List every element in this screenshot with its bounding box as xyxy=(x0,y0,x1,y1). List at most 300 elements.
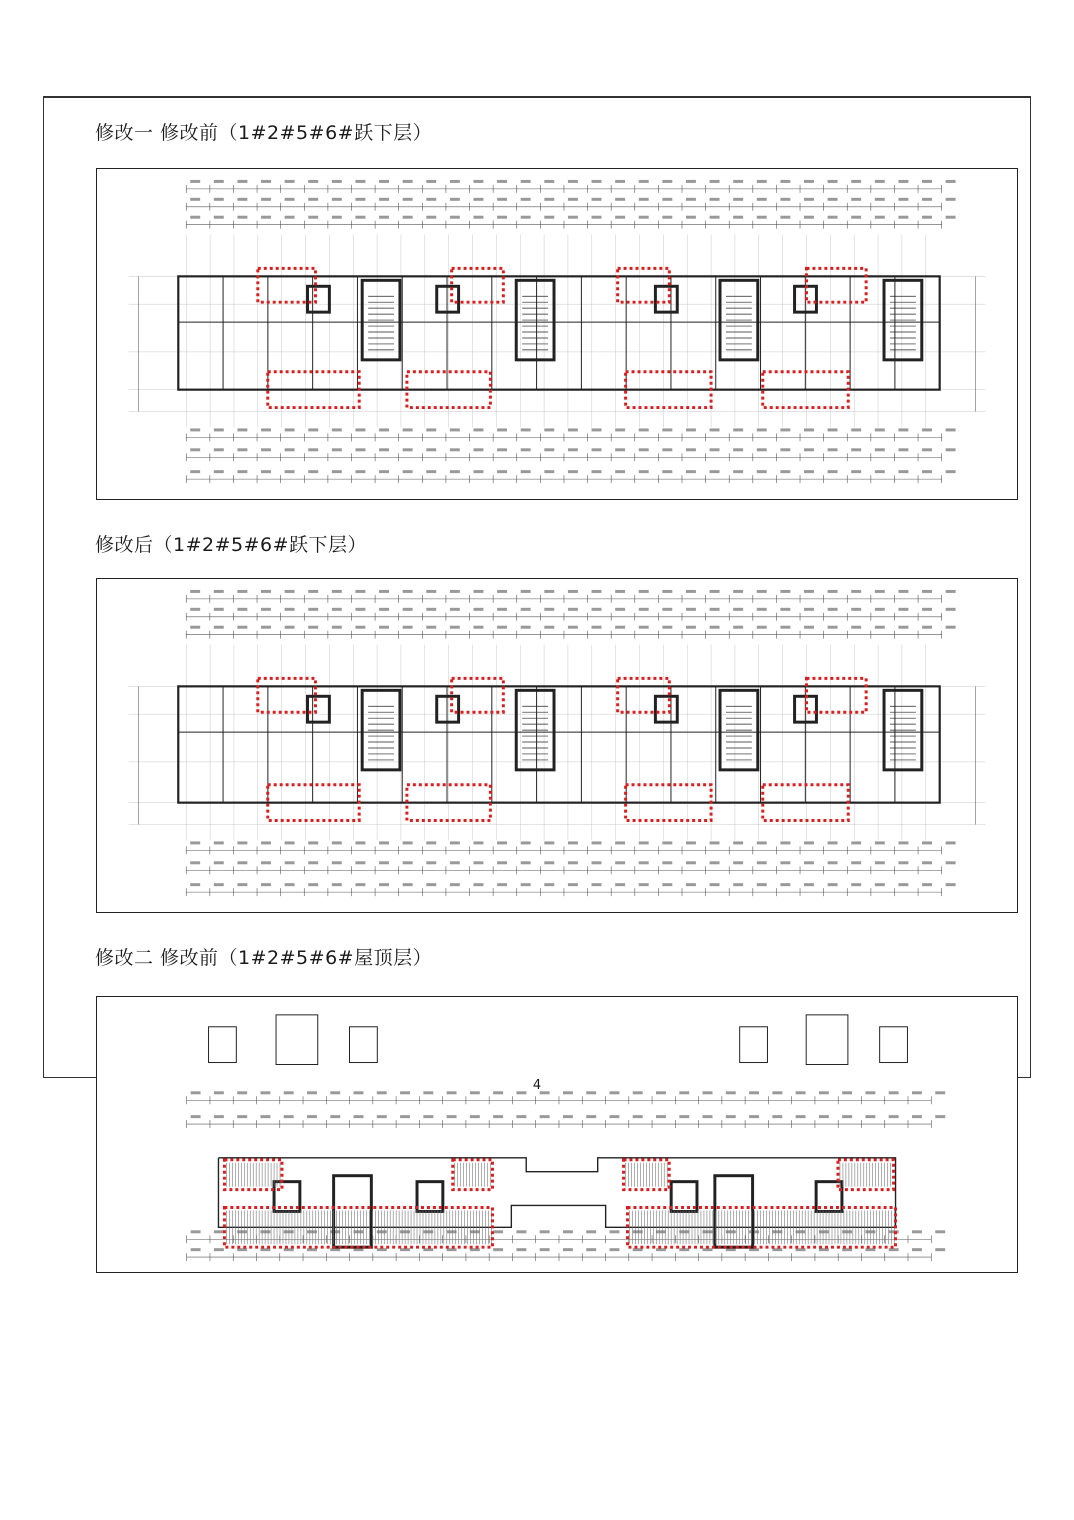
dimension-label-mark xyxy=(493,1230,503,1233)
dimension-label-mark xyxy=(190,883,200,886)
dimension-label-mark xyxy=(355,608,365,611)
section-3-caption: 修改二 修改前（1#2#5#6#屋顶层） xyxy=(95,947,433,969)
dimension-label-mark xyxy=(686,180,696,183)
dimension-label-mark xyxy=(426,216,436,219)
dimension-label-mark xyxy=(662,470,672,473)
dimension-label-mark xyxy=(615,861,625,864)
dimension-label-mark xyxy=(426,180,436,183)
dimension-label-mark xyxy=(474,216,484,219)
dimension-label-mark xyxy=(875,626,885,629)
dimension-label-mark xyxy=(935,1248,945,1251)
dimension-label-mark xyxy=(749,1115,759,1118)
dimension-label-mark xyxy=(332,198,342,201)
dimension-label-mark xyxy=(780,448,790,451)
dimension-label-mark xyxy=(450,841,460,844)
dimension-label-mark xyxy=(237,428,247,431)
detail-callout xyxy=(740,1027,768,1063)
dimension-label-mark xyxy=(285,470,295,473)
dimension-label-mark xyxy=(922,861,932,864)
dimension-label-mark xyxy=(772,1230,782,1233)
dimension-label-mark xyxy=(403,180,413,183)
dimension-label-mark xyxy=(592,198,602,201)
dimension-label-mark xyxy=(710,590,720,593)
dimension-label-mark xyxy=(285,180,295,183)
dimension-label-mark xyxy=(190,861,200,864)
dimension-label-mark xyxy=(285,448,295,451)
dimension-label-mark xyxy=(379,180,389,183)
dimension-label-mark xyxy=(403,590,413,593)
dimension-label-mark xyxy=(355,180,365,183)
dimension-label-mark xyxy=(403,448,413,451)
dimension-label-mark xyxy=(237,626,247,629)
dimension-label-mark xyxy=(355,428,365,431)
dimension-label-mark xyxy=(450,448,460,451)
dimension-label-mark xyxy=(563,1248,573,1251)
dimension-label-mark xyxy=(780,841,790,844)
dimension-label-mark xyxy=(332,448,342,451)
dimension-label-mark xyxy=(875,428,885,431)
dimension-label-mark xyxy=(804,198,814,201)
dimension-label-mark xyxy=(423,1115,433,1118)
dimension-label-mark xyxy=(307,1115,317,1118)
dimension-label-mark xyxy=(544,180,554,183)
dimension-label-mark xyxy=(592,883,602,886)
dimension-label-mark xyxy=(586,1230,596,1233)
dimension-label-mark xyxy=(190,626,200,629)
dimension-label-mark xyxy=(521,841,531,844)
dimension-label-mark xyxy=(592,180,602,183)
dimension-label-mark xyxy=(332,626,342,629)
dimension-label-mark xyxy=(875,608,885,611)
dimension-label-mark xyxy=(898,216,908,219)
section-2-caption: 修改后（1#2#5#6#跃下层） xyxy=(95,534,368,556)
dimension-label-mark xyxy=(214,608,224,611)
dimension-label-mark xyxy=(828,198,838,201)
dimension-label-mark xyxy=(757,626,767,629)
dimension-label-mark xyxy=(828,180,838,183)
dimension-label-mark xyxy=(568,198,578,201)
dimension-label-mark xyxy=(710,180,720,183)
dimension-label-mark xyxy=(450,180,460,183)
dimension-label-mark xyxy=(757,198,767,201)
dimension-label-mark xyxy=(521,470,531,473)
dimension-label-mark xyxy=(308,216,318,219)
dimension-label-mark xyxy=(450,198,460,201)
dimension-label-mark xyxy=(656,1230,666,1233)
dimension-label-mark xyxy=(497,626,507,629)
dimension-label-mark xyxy=(379,861,389,864)
dimension-label-mark xyxy=(615,626,625,629)
dimension-label-mark xyxy=(686,198,696,201)
dimension-label-mark xyxy=(544,608,554,611)
dimension-label-mark xyxy=(686,216,696,219)
dimension-label-mark xyxy=(609,1248,619,1251)
dimension-label-mark xyxy=(450,216,460,219)
dimension-label-mark xyxy=(355,470,365,473)
dimension-label-mark xyxy=(662,883,672,886)
dimension-label-mark xyxy=(733,448,743,451)
dimension-label-mark xyxy=(237,883,247,886)
dimension-label-mark xyxy=(828,216,838,219)
dimension-label-mark xyxy=(922,216,932,219)
dimension-label-mark xyxy=(804,626,814,629)
dimension-label-mark xyxy=(679,1115,689,1118)
dimension-label-mark xyxy=(308,448,318,451)
dimension-label-mark xyxy=(633,1115,643,1118)
dimension-label-mark xyxy=(568,608,578,611)
dimension-label-mark xyxy=(946,841,956,844)
dimension-label-mark xyxy=(190,590,200,593)
dimension-label-mark xyxy=(332,470,342,473)
dimension-label-mark xyxy=(521,216,531,219)
dimension-label-mark xyxy=(379,448,389,451)
dimension-label-mark xyxy=(946,590,956,593)
dimension-label-mark xyxy=(851,470,861,473)
dimension-label-mark xyxy=(780,470,790,473)
dimension-label-mark xyxy=(828,626,838,629)
dimension-label-mark xyxy=(521,626,531,629)
dimension-label-mark xyxy=(237,470,247,473)
dimension-label-mark xyxy=(946,428,956,431)
dimension-label-mark xyxy=(332,841,342,844)
dimension-label-mark xyxy=(568,216,578,219)
dimension-label-mark xyxy=(757,861,767,864)
dimension-label-mark xyxy=(733,590,743,593)
dimension-label-mark xyxy=(592,590,602,593)
dimension-label-mark xyxy=(426,883,436,886)
dimension-label-mark xyxy=(355,448,365,451)
dimension-label-mark xyxy=(308,883,318,886)
dimension-label-mark xyxy=(922,428,932,431)
dimension-label-mark xyxy=(497,428,507,431)
dimension-label-mark xyxy=(377,1115,387,1118)
dimension-label-mark xyxy=(804,448,814,451)
dimension-label-mark xyxy=(379,216,389,219)
dimension-label-mark xyxy=(828,590,838,593)
dimension-label-mark xyxy=(686,470,696,473)
dimension-label-mark xyxy=(403,626,413,629)
dimension-label-mark xyxy=(355,216,365,219)
dimension-label-mark xyxy=(875,470,885,473)
dimension-label-mark xyxy=(521,608,531,611)
dimension-label-mark xyxy=(875,180,885,183)
dimension-label-mark xyxy=(214,590,224,593)
dimension-label-mark xyxy=(261,590,271,593)
dimension-label-mark xyxy=(214,448,224,451)
dimension-label-mark xyxy=(780,883,790,886)
dimension-label-mark xyxy=(592,428,602,431)
dimension-label-mark xyxy=(261,180,271,183)
dimension-label-mark xyxy=(497,216,507,219)
dimension-label-mark xyxy=(804,428,814,431)
dimension-label-mark xyxy=(922,198,932,201)
dimension-label-mark xyxy=(497,448,507,451)
dimension-label-mark xyxy=(780,590,790,593)
page-number: 4 xyxy=(532,1078,542,1093)
dimension-label-mark xyxy=(308,626,318,629)
dimension-label-mark xyxy=(780,428,790,431)
dimension-label-mark xyxy=(662,626,672,629)
dimension-label-mark xyxy=(842,1115,852,1118)
dimension-label-mark xyxy=(710,608,720,611)
dimension-label-mark xyxy=(214,428,224,431)
dimension-label-mark xyxy=(214,841,224,844)
dimension-label-mark xyxy=(426,626,436,629)
dimension-label-mark xyxy=(733,883,743,886)
dimension-label-mark xyxy=(354,1115,364,1118)
section-1-caption: 修改一 修改前（1#2#5#6#跃下层） xyxy=(95,122,433,144)
dimension-label-mark xyxy=(656,1115,666,1118)
dimension-label-mark xyxy=(586,1115,596,1118)
dimension-label-mark xyxy=(757,180,767,183)
dimension-label-mark xyxy=(615,198,625,201)
dimension-label-mark xyxy=(609,1230,619,1233)
dimension-label-mark xyxy=(898,428,908,431)
dimension-label-mark xyxy=(819,1230,829,1233)
dimension-label-mark xyxy=(865,1115,875,1118)
dimension-label-mark xyxy=(780,216,790,219)
dimension-label-mark xyxy=(615,448,625,451)
dimension-label-mark xyxy=(875,841,885,844)
dimension-label-mark xyxy=(190,470,200,473)
dimension-label-mark xyxy=(568,590,578,593)
dimension-label-mark xyxy=(497,883,507,886)
dimension-label-mark xyxy=(403,428,413,431)
dimension-label-mark xyxy=(261,216,271,219)
dimension-label-mark xyxy=(710,883,720,886)
dimension-label-mark xyxy=(804,608,814,611)
dimension-label-mark xyxy=(889,1115,899,1118)
dimension-label-mark xyxy=(804,861,814,864)
dimension-label-mark xyxy=(804,841,814,844)
dimension-label-mark xyxy=(662,428,672,431)
dimension-label-mark xyxy=(426,590,436,593)
dimension-label-mark xyxy=(214,216,224,219)
dimension-label-mark xyxy=(261,428,271,431)
dimension-label-mark xyxy=(935,1115,945,1118)
dimension-label-mark xyxy=(474,841,484,844)
elevator-shaft xyxy=(307,696,329,722)
dimension-label-mark xyxy=(796,1230,806,1233)
dimension-label-mark xyxy=(521,180,531,183)
dimension-label-mark xyxy=(568,626,578,629)
dimension-label-mark xyxy=(516,1115,526,1118)
dimension-label-mark xyxy=(662,590,672,593)
dimension-label-mark xyxy=(592,470,602,473)
dimension-label-mark xyxy=(757,470,767,473)
dimension-label-mark xyxy=(679,1230,689,1233)
dimension-label-mark xyxy=(851,626,861,629)
elevator-shaft xyxy=(308,286,330,312)
dimension-label-mark xyxy=(260,1115,270,1118)
dimension-label-mark xyxy=(450,590,460,593)
dimension-label-mark xyxy=(332,608,342,611)
dimension-label-mark xyxy=(898,470,908,473)
dimension-label-mark xyxy=(403,198,413,201)
dimension-label-mark xyxy=(285,198,295,201)
dimension-label-mark xyxy=(639,608,649,611)
dimension-label-mark xyxy=(710,198,720,201)
dimension-label-mark xyxy=(540,1230,550,1233)
dimension-label-mark xyxy=(615,180,625,183)
dimension-label-mark xyxy=(804,470,814,473)
dimension-label-mark xyxy=(922,180,932,183)
dimension-label-mark xyxy=(922,626,932,629)
dimension-label-mark xyxy=(261,470,271,473)
dimension-label-mark xyxy=(214,1230,224,1233)
dimension-label-mark xyxy=(639,180,649,183)
dimension-label-mark xyxy=(568,841,578,844)
elevator-shaft xyxy=(655,286,677,312)
dimension-label-mark xyxy=(379,883,389,886)
dimension-label-mark xyxy=(898,608,908,611)
dimension-label-mark xyxy=(733,608,743,611)
dimension-label-mark xyxy=(639,861,649,864)
dimension-label-mark xyxy=(308,841,318,844)
detail-callout xyxy=(276,1015,318,1065)
dimension-label-mark xyxy=(190,608,200,611)
dimension-label-mark xyxy=(237,861,247,864)
dimension-label-mark xyxy=(474,626,484,629)
dimension-label-mark xyxy=(355,626,365,629)
dimension-label-mark xyxy=(332,216,342,219)
dimension-label-mark xyxy=(662,180,672,183)
dimension-label-mark xyxy=(285,216,295,219)
dimension-label-mark xyxy=(261,198,271,201)
dimension-label-mark xyxy=(379,608,389,611)
dimension-label-mark xyxy=(497,861,507,864)
dimension-label-mark xyxy=(851,448,861,451)
dimension-label-mark xyxy=(662,608,672,611)
dimension-label-mark xyxy=(355,841,365,844)
dimension-label-mark xyxy=(615,590,625,593)
dimension-label-mark xyxy=(379,626,389,629)
dimension-label-mark xyxy=(889,1248,899,1251)
dimension-label-mark xyxy=(780,198,790,201)
dimension-label-mark xyxy=(922,448,932,451)
dimension-label-mark xyxy=(214,883,224,886)
dimension-label-mark xyxy=(544,198,554,201)
dimension-label-mark xyxy=(474,428,484,431)
dimension-label-mark xyxy=(190,841,200,844)
dimension-label-mark xyxy=(261,626,271,629)
dimension-label-mark xyxy=(237,1230,247,1233)
dimension-label-mark xyxy=(851,198,861,201)
dimension-label-mark xyxy=(261,448,271,451)
dimension-label-mark xyxy=(450,861,460,864)
elevator-shaft xyxy=(437,286,459,312)
dimension-label-mark xyxy=(426,608,436,611)
dimension-label-mark xyxy=(686,428,696,431)
dimension-label-mark xyxy=(898,626,908,629)
dimension-label-mark xyxy=(639,590,649,593)
dimension-label-mark xyxy=(568,180,578,183)
dimension-label-mark xyxy=(875,861,885,864)
dimension-label-mark xyxy=(403,841,413,844)
dimension-label-mark xyxy=(497,608,507,611)
dimension-label-mark xyxy=(521,861,531,864)
dimension-label-mark xyxy=(544,883,554,886)
dimension-label-mark xyxy=(639,428,649,431)
dimension-label-mark xyxy=(922,590,932,593)
dimension-label-mark xyxy=(710,428,720,431)
dimension-label-mark xyxy=(592,216,602,219)
detail-callout xyxy=(350,1027,378,1063)
dimension-label-mark xyxy=(426,470,436,473)
dimension-label-mark xyxy=(733,861,743,864)
dimension-label-mark xyxy=(447,1230,457,1233)
roof-outline xyxy=(218,1158,895,1227)
dimension-label-mark xyxy=(544,216,554,219)
dimension-label-mark xyxy=(237,608,247,611)
dimension-label-mark xyxy=(703,1115,713,1118)
dimension-label-mark xyxy=(493,1115,503,1118)
dimension-label-mark xyxy=(946,883,956,886)
dimension-label-mark xyxy=(521,428,531,431)
dimension-label-mark xyxy=(875,448,885,451)
elevator-shaft xyxy=(437,696,459,722)
dimension-label-mark xyxy=(285,841,295,844)
dimension-label-mark xyxy=(851,883,861,886)
dimension-label-mark xyxy=(497,590,507,593)
dimension-label-mark xyxy=(191,1248,201,1251)
dimension-label-mark xyxy=(330,1115,340,1118)
dimension-label-mark xyxy=(889,1230,899,1233)
dimension-label-mark xyxy=(237,590,247,593)
dimension-label-mark xyxy=(308,590,318,593)
dimension-label-mark xyxy=(474,198,484,201)
dimension-label-mark xyxy=(898,198,908,201)
dimension-label-mark xyxy=(355,861,365,864)
dimension-label-mark xyxy=(875,198,885,201)
dimension-label-mark xyxy=(804,180,814,183)
dimension-label-mark xyxy=(639,198,649,201)
dimension-label-mark xyxy=(521,883,531,886)
dimension-label-mark xyxy=(332,861,342,864)
dimension-label-mark xyxy=(733,470,743,473)
floor-plan-after-lower-duplex xyxy=(96,578,1018,913)
dimension-label-mark xyxy=(615,841,625,844)
dimension-label-mark xyxy=(662,841,672,844)
dimension-label-mark xyxy=(592,861,602,864)
dimension-label-mark xyxy=(733,180,743,183)
dimension-label-mark xyxy=(214,1248,224,1251)
dimension-label-mark xyxy=(237,841,247,844)
dimension-label-mark xyxy=(757,590,767,593)
revision-markup xyxy=(838,1160,894,1190)
dimension-label-mark xyxy=(898,883,908,886)
dimension-label-mark xyxy=(379,590,389,593)
dimension-label-mark xyxy=(544,590,554,593)
dimension-label-mark xyxy=(592,626,602,629)
dimension-label-mark xyxy=(568,448,578,451)
dimension-label-mark xyxy=(757,428,767,431)
dimension-label-mark xyxy=(851,861,861,864)
dimension-label-mark xyxy=(285,861,295,864)
dimension-label-mark xyxy=(592,608,602,611)
dimension-label-mark xyxy=(757,608,767,611)
dimension-label-mark xyxy=(563,1115,573,1118)
dimension-label-mark xyxy=(450,470,460,473)
dimension-label-mark xyxy=(307,1230,317,1233)
dimension-label-mark xyxy=(426,198,436,201)
dimension-label-mark xyxy=(851,841,861,844)
dimension-label-mark xyxy=(332,590,342,593)
dimension-label-mark xyxy=(474,883,484,886)
dimension-label-mark xyxy=(935,1230,945,1233)
dimension-label-mark xyxy=(190,216,200,219)
dimension-label-mark xyxy=(497,470,507,473)
